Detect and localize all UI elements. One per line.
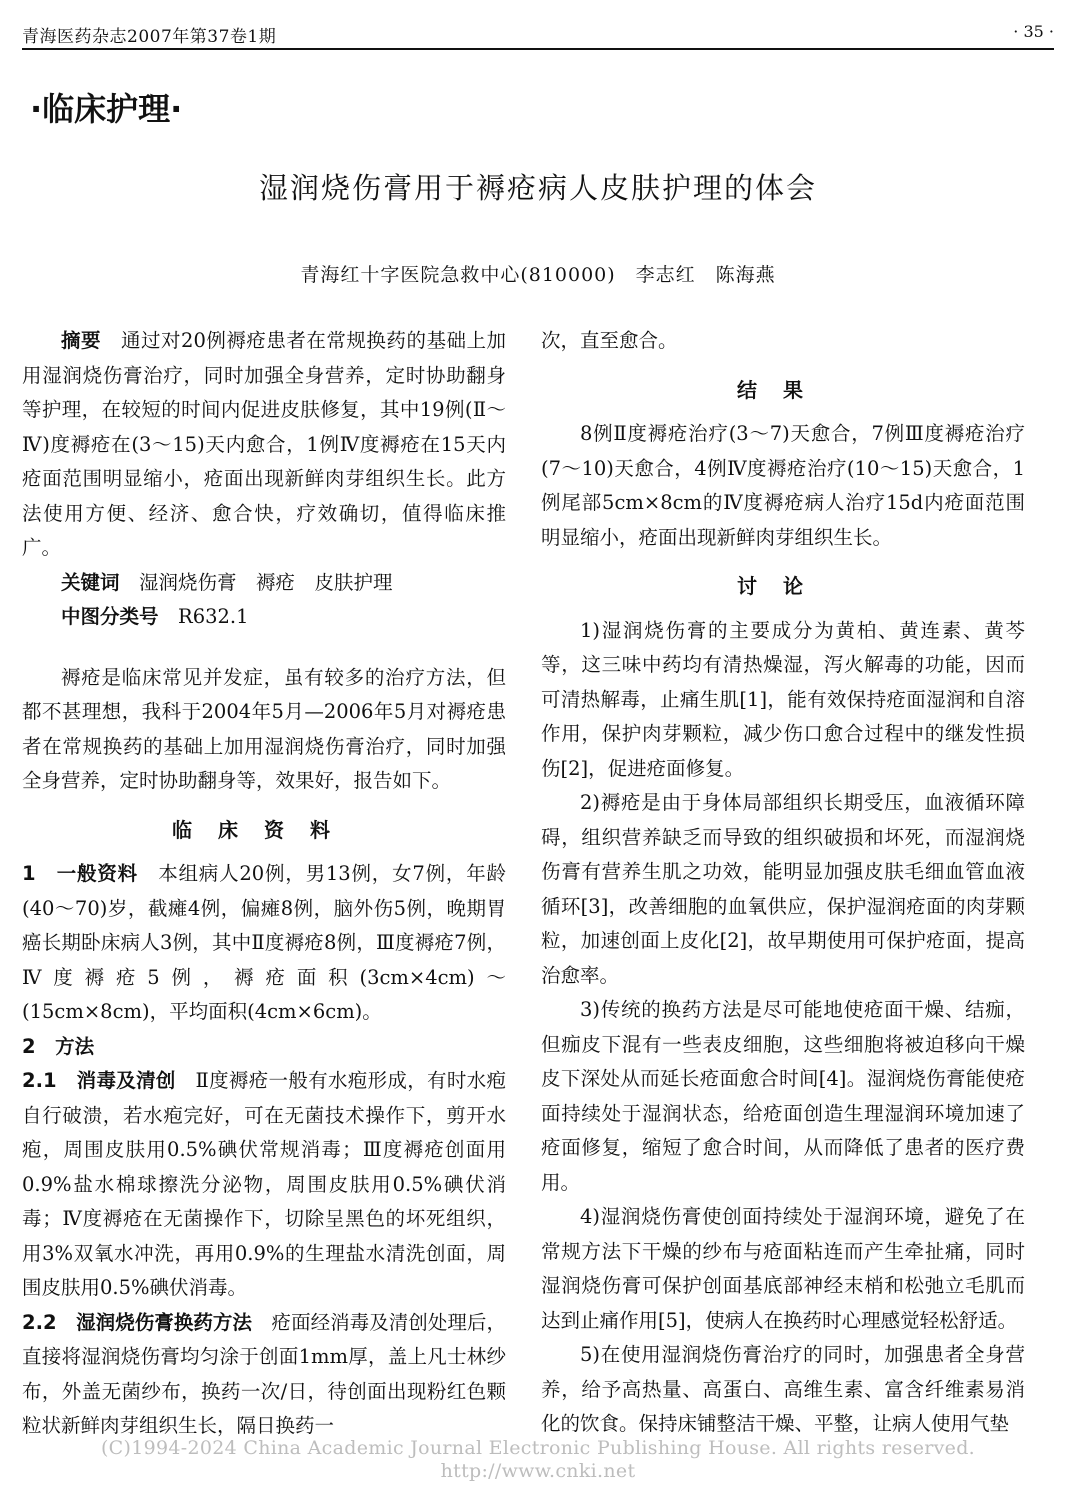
author-affiliation: 青海红十字医院急救中心(810000) 李志红 陈海燕	[300, 264, 776, 286]
subsection-2-num: 2	[22, 1034, 36, 1058]
spacer	[22, 635, 506, 661]
subsection-2-1	[22, 1064, 506, 1306]
subsection-2-2-title: 湿润烧伤膏换药方法	[76, 1310, 252, 1334]
subsection-2-1-text: Ⅱ度褥疮一般有水疱形成，有时水疱自行破溃，若水疱完好，可在无菌技术操作下，剪开水疱，周围皮肤用0.5%碘伏常规消毒；Ⅲ度褥疮创面用0.9%盐水棉球擦洗分泌物，周围皮肤用0.5%碘伏消毒；Ⅳ度褥疮在无菌操作下，切除呈黑色的坏死组织，用3%双氧水冲洗，再用0.9%的生理盐水清洗创面，周围皮肤用0.5%碘伏消毒。	[22, 1069, 506, 1299]
subsection-2-title: 方法	[55, 1034, 95, 1058]
subsection-2-2	[22, 1306, 506, 1444]
subsection-2	[22, 1030, 506, 1065]
header-rule	[22, 48, 1054, 50]
classification	[22, 600, 506, 635]
subsection-2-1-num: 2.1	[22, 1069, 57, 1092]
page-number: · 35 ·	[1013, 22, 1054, 41]
copyright-watermark: (C)1994-2024 China Academic Journal Electronic Publishing House. All rights reserved. http://www.cnki.net	[100, 1437, 995, 1482]
continued-text: 次，直至愈合。	[541, 329, 678, 352]
abstract-text: 通过对20例褥疮患者在常规换药的基础上加用湿润烧伤膏治疗，同时加强全身营养，定时协助翻身等护理，在较短的时间内促进皮肤修复，其中19例(Ⅱ～Ⅳ)度褥疮在(3～15)天内愈合，1例Ⅳ度褥疮在15天内疮面范围明显缩小，疮面出现新鲜肉芽组织生长。此方法使用方便、经济、愈合快，疗效确切，值得临床推广。	[22, 329, 506, 559]
subsection-2-2-text: 疮面经消毒及清创处理后，直接将湿润烧伤膏均匀涂于创面1mm厚，盖上凡士林纱布，外盖无菌纱布，换药一次/日，待创面出现粉红色颗粒状新鲜肉芽组织生长，隔日换药一	[22, 1310, 506, 1437]
right-column	[541, 324, 1025, 1442]
classification-label: 中图分类号	[61, 605, 159, 628]
discussion-point-3: 3)传统的换药方法是尽可能地使疮面干燥、结痂，但痂皮下混有一些表皮细胞，这些细胞将被迫移向干燥皮下深处从而延长疮面愈合时间[4]。湿润烧伤膏能使疮面持续处于湿润状态，给疮面创造生理湿润环境加速了疮面修复，缩短了愈合时间，从而降低了患者的医疗费用。	[541, 998, 1025, 1194]
section-heading-clinical: 临床资料	[172, 817, 356, 842]
section-heading-discussion: 讨论	[737, 574, 829, 598]
results-paragraph: 8例Ⅱ度褥疮治疗(3～7)天愈合，7例Ⅲ度褥疮治疗(7～10)天愈合，4例Ⅳ度褥疮治疗(10～15)天愈合，1例尾部5cm×8cm的Ⅳ度褥疮病人治疗15d内疮面范围明显缩小，疮面出现新鲜肉芽组织生长。	[541, 422, 1025, 549]
running-header	[22, 18, 1054, 48]
discussion-point-2: 2)褥疮是由于身体局部组织长期受压，血液循环障碍，组织营养缺乏而导致的组织破损和坏死，而湿润烧伤膏有营养生肌之功效，能明显加强皮肤毛细血管血液循环[3]，改善细胞的血氧供应，保护湿润疮面的肉芽颗粒，加速创面上皮化[2]，故早期使用可保护疮面，提高治愈率。	[541, 791, 1025, 987]
keywords-label: 关键词	[61, 570, 120, 594]
journal-name: 青海医药杂志2007年第37卷1期	[22, 27, 277, 47]
subsection-1-title: 一般资料	[56, 862, 138, 885]
discussion-point-5: 5)在使用湿润烧伤膏治疗的同时，加强患者全身营养，给予高热量、高蛋白、高维生素、富含纤维素易消化的饮食。保持床铺整洁干燥、平整，让病人使用气垫	[541, 1343, 1025, 1435]
subsection-2-2-num: 2.2	[22, 1310, 57, 1334]
subsection-1-num: 1	[22, 862, 36, 885]
keywords	[22, 566, 506, 601]
classification-code: R632.1	[178, 605, 249, 628]
column-tag: ·临床护理·	[30, 90, 183, 128]
discussion-point-4: 4)湿润烧伤膏使创面持续处于湿润环境，避免了在常规方法下干燥的纱布与疮面粘连而产生牵扯痛，同时湿润烧伤膏可保护创面基底部神经末梢和松弛立毛肌而达到止痛作用[5]，使病人在换药时心理感觉轻松舒适。	[541, 1205, 1025, 1332]
article-title: 湿润烧伤膏用于褥疮病人皮肤护理的体会	[258, 171, 817, 205]
subsection-2-1-title: 消毒及清创	[76, 1069, 176, 1092]
keywords-text: 湿润烧伤膏 褥疮 皮肤护理	[139, 570, 393, 594]
intro-paragraph: 褥疮是临床常见并发症，虽有较多的治疗方法，但都不甚理想，我科于2004年5月—2006年5月对褥疮患者在常规换药的基础上加用湿润烧伤膏治疗，同时加强全身营养，定时协助翻身等，效果好，报告如下。	[22, 665, 506, 792]
subsection-1	[22, 857, 506, 1030]
abstract	[22, 324, 506, 566]
left-column	[22, 324, 506, 1444]
abstract-label: 摘要	[61, 329, 102, 352]
subsection-1-text: 本组病人20例，男13例，女7例，年龄(40～70)岁，截瘫4例，偏瘫8例，脑外伤5例，晚期胃癌长期卧床病人3例，其中Ⅱ度褥疮8例，Ⅲ度褥疮7例，Ⅳ度褥疮5例，褥疮面积(3cm×4cm)～(15cm×8cm)，平均面积(4cm×6cm)。	[22, 862, 506, 1023]
discussion-point-1: 1)湿润烧伤膏的主要成分为黄柏、黄连素、黄芩等，这三味中药均有清热燥湿，泻火解毒的功能，因而可清热解毒，止痛生肌[1]，能有效保持疮面湿润和自溶作用，保护肉芽颗粒，减少伤口愈合过程中的继发性损伤[2]，促进疮面修复。	[541, 618, 1025, 780]
section-heading-results: 结果	[737, 377, 829, 402]
